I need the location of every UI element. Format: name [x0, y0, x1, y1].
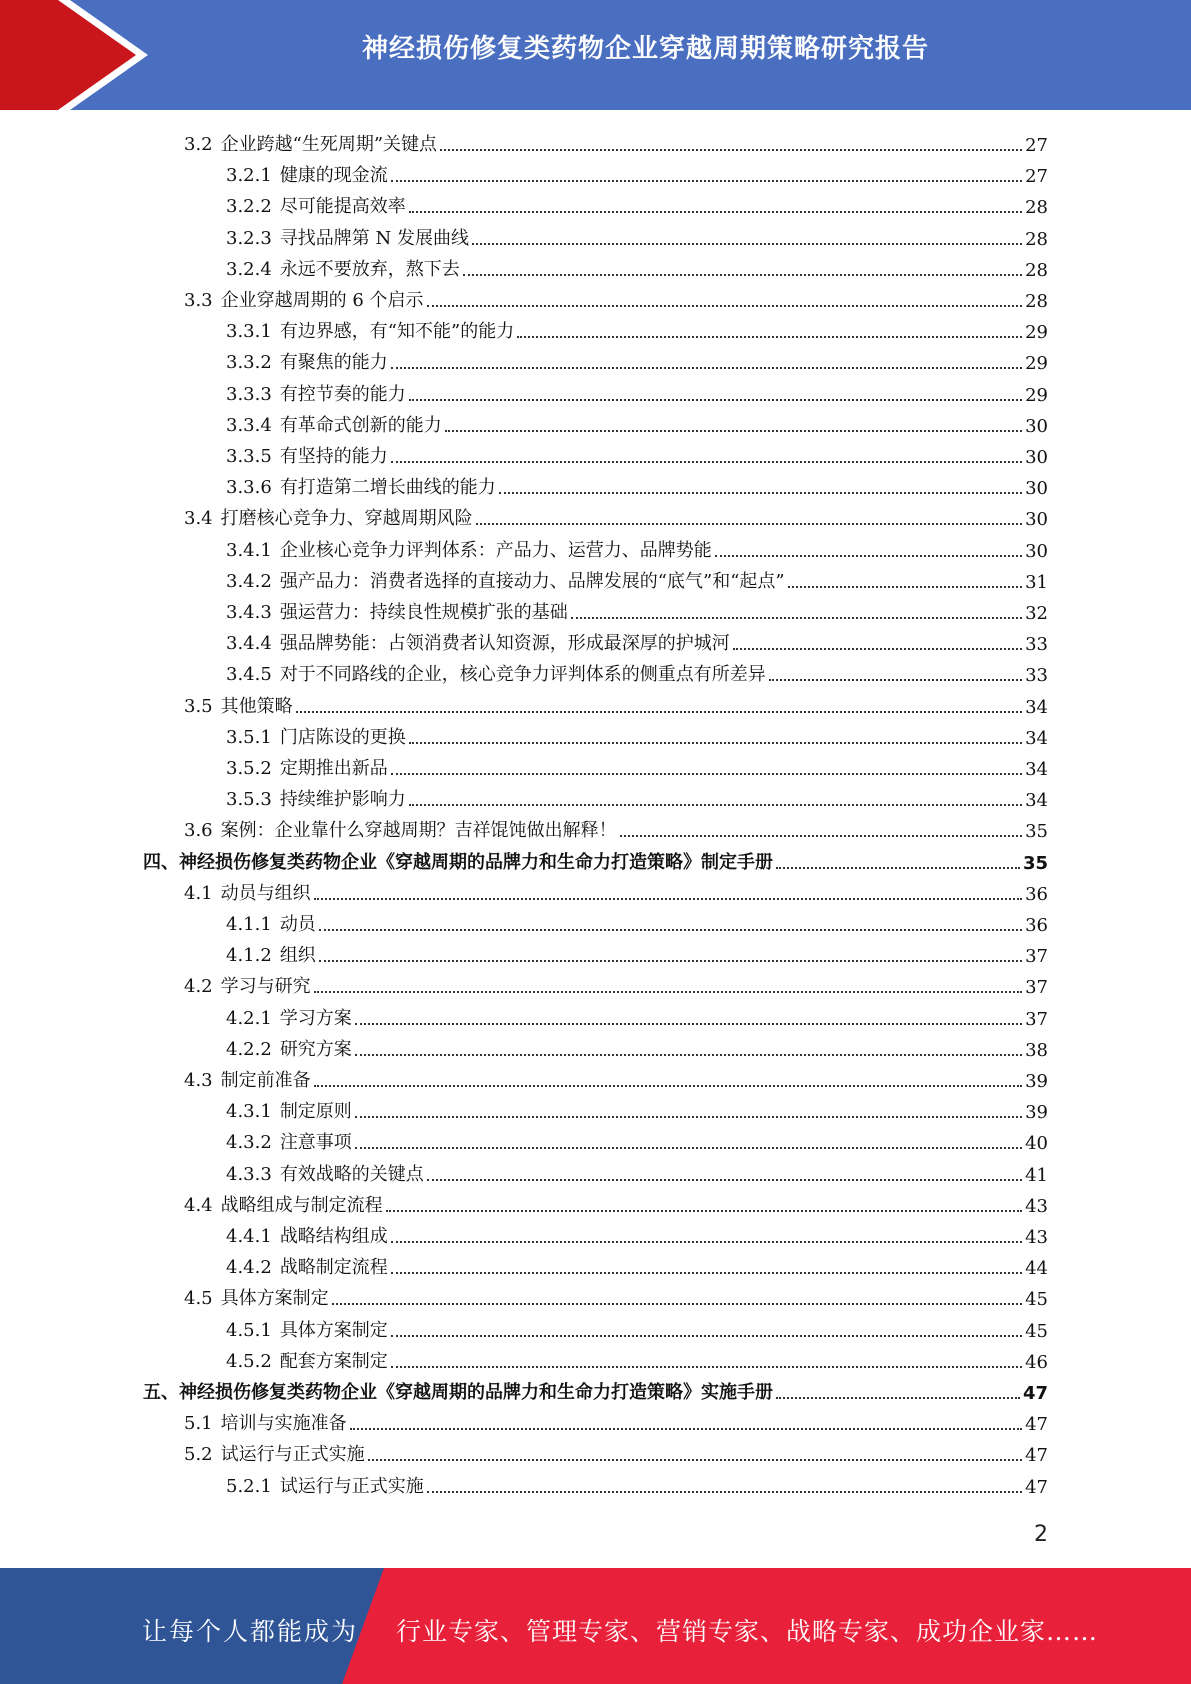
- toc-leader-dots: [427, 305, 1023, 307]
- toc-entry[interactable]: [226, 908, 1048, 936]
- toc-entry[interactable]: [226, 783, 1048, 811]
- toc-entry-number: 3.3: [184, 290, 213, 311]
- toc-entry-title: 其他策略: [220, 695, 293, 717]
- toc-entry-page: 33: [1025, 634, 1048, 656]
- toc-entry[interactable]: [226, 1002, 1048, 1030]
- toc-entry-page: 28: [1025, 228, 1048, 250]
- toc-leader-dots: [355, 1054, 1022, 1056]
- toc-entry[interactable]: [226, 596, 1048, 624]
- toc-entry-page: 40: [1025, 1133, 1048, 1155]
- toc-entry-label: [226, 754, 388, 780]
- toc-entry-page: 36: [1025, 915, 1048, 936]
- toc-entry-page: 27: [1025, 135, 1048, 156]
- toc-entry-title: 战略组成与制定流程: [220, 1194, 383, 1216]
- toc-entry[interactable]: [226, 752, 1048, 780]
- toc-leader-dots: [733, 648, 1022, 650]
- toc-leader-dots: [769, 679, 1022, 681]
- toc-entry-title: 案例：企业靠什么穿越周期？吉祥馄饨做出解释！: [220, 820, 617, 842]
- toc-entry[interactable]: [226, 1251, 1048, 1279]
- toc-entry-title: 永远不要放弃，熬下去: [279, 258, 460, 280]
- toc-entry[interactable]: [226, 1158, 1048, 1186]
- toc-entry-page: 28: [1025, 291, 1048, 312]
- toc-entry-label: [226, 536, 712, 562]
- toc-entry-page: 47: [1025, 1476, 1048, 1498]
- toc-leader-dots: [296, 711, 1022, 713]
- toc-entry-title: 有聚焦的能力: [279, 352, 388, 374]
- toc-entry-page: 47: [1025, 1445, 1048, 1467]
- toc-entry-label: [226, 1222, 388, 1248]
- toc-entry[interactable]: [226, 440, 1048, 468]
- toc-entry-label: [226, 660, 766, 686]
- toc-entry-label: [184, 692, 293, 718]
- toc-entry-number: 3.4.5: [226, 664, 272, 686]
- toc-entry[interactable]: [226, 222, 1048, 250]
- toc-entry-number: 4.4.2: [226, 1257, 272, 1279]
- toc-entry-number: 3.4.1: [226, 539, 272, 561]
- toc-entry-title: 有边界感，有“知不能”的能力: [279, 321, 515, 343]
- toc-entry-title: 神经损伤修复类药物企业《穿越周期的品牌力和生命力打造策略》实施手册: [179, 1382, 773, 1403]
- toc-leader-dots: [715, 555, 1022, 557]
- toc-entry-label: [226, 161, 388, 187]
- toc-entry-label: [226, 1316, 388, 1342]
- toc-leader-dots: [368, 1459, 1022, 1461]
- toc-entry-number: 3.6: [184, 820, 213, 842]
- toc-leader-dots: [620, 835, 1022, 837]
- toc-entry-title: 有效战略的关键点: [279, 1163, 424, 1185]
- toc-entry-page: 29: [1025, 384, 1048, 406]
- toc-entry-number: 3.4.2: [226, 570, 272, 592]
- toc-leader-dots: [386, 1210, 1022, 1212]
- toc-entry-label: [226, 380, 406, 406]
- toc-entry-title: 战略结构组成: [279, 1226, 388, 1247]
- toc-entry-number: 5.2.1: [226, 1475, 272, 1497]
- toc-entry-number: 3.5: [184, 695, 213, 717]
- toc-entry[interactable]: [226, 939, 1048, 967]
- toc-entry-label: [226, 910, 316, 936]
- toc-entry-title: 强品牌势能：占领消费者认知资源，形成最深厚的护城河: [279, 633, 730, 655]
- toc-entry[interactable]: [226, 1314, 1048, 1342]
- toc-entry-number: 4.3.3: [226, 1163, 272, 1185]
- toc-entry[interactable]: [226, 565, 1048, 593]
- toc-entry-page: 37: [1025, 1008, 1048, 1030]
- toc-entry-page: 29: [1025, 353, 1048, 375]
- toc-entry-number: 4.2.1: [226, 1007, 272, 1029]
- page-header: [0, 0, 1191, 110]
- toc-entry-label: [184, 1191, 383, 1217]
- toc-entry-title: 持续维护影响力: [279, 789, 406, 811]
- toc-entry-number: 3.2.4: [226, 258, 272, 280]
- toc-leader-dots: [440, 149, 1022, 151]
- toc-entry-title: 对于不同路线的企业，核心竞争力评判体系的侧重点有所差异: [279, 664, 766, 686]
- toc-entry[interactable]: [226, 1220, 1048, 1248]
- toc-entry[interactable]: [184, 1189, 1048, 1217]
- toc-leader-dots: [319, 929, 1022, 931]
- toc-entry-number: 3.3.3: [226, 383, 272, 405]
- toc-entry-number: 4.2: [184, 976, 213, 998]
- toc-entry-page: 46: [1025, 1351, 1048, 1373]
- toc-leader-dots: [314, 1085, 1022, 1087]
- toc-entry-number: 3.4.3: [226, 602, 272, 623]
- toc-entry[interactable]: [184, 1438, 1048, 1466]
- toc-entry-label: [184, 1409, 347, 1435]
- toc-entry[interactable]: [184, 690, 1048, 718]
- toc-entry-number: 3.3.6: [226, 477, 272, 499]
- toc-leader-dots: [391, 180, 1022, 182]
- toc-entry-page: 37: [1025, 946, 1048, 968]
- toc-leader-dots: [391, 1366, 1022, 1368]
- toc-entry[interactable]: [143, 846, 1048, 874]
- toc-entry-label: [226, 224, 469, 250]
- toc-entry-label: [226, 473, 496, 499]
- toc-entry-page: 34: [1025, 759, 1048, 780]
- toc-entry-title: 培训与实施准备: [220, 1413, 347, 1435]
- toc-leader-dots: [409, 742, 1022, 744]
- toc-entry[interactable]: [184, 970, 1048, 998]
- toc-entry-number: 5.2: [184, 1444, 213, 1466]
- toc-leader-dots: [355, 1147, 1022, 1149]
- toc-entry[interactable]: [226, 1095, 1048, 1123]
- toc-leader-dots: [472, 243, 1022, 245]
- toc-entry-label: [226, 785, 406, 811]
- toc-entry-label: [226, 941, 316, 967]
- toc-entry-number: 3.4.4: [226, 633, 272, 655]
- toc-entry-label: [184, 972, 311, 998]
- toc-entry[interactable]: [226, 627, 1048, 655]
- toc-entry-label: [226, 442, 388, 468]
- toc-entry-label: [184, 130, 437, 156]
- toc-entry[interactable]: [184, 877, 1048, 905]
- toc-entry-title: 有革命式创新的能力: [279, 414, 442, 436]
- toc-entry-number: 3.2: [184, 134, 213, 155]
- toc-leader-dots: [517, 336, 1022, 338]
- toc-entry[interactable]: [226, 1126, 1048, 1154]
- page-number: 2: [1034, 1522, 1048, 1547]
- toc-entry-page: 44: [1025, 1258, 1048, 1280]
- toc-entry-number: 4.2.2: [226, 1038, 272, 1060]
- toc-entry-page: 43: [1025, 1227, 1048, 1248]
- toc-entry-number: 3.3.2: [226, 352, 272, 374]
- toc-entry-title: 强运营力：持续良性规模扩张的基础: [279, 602, 568, 623]
- toc-entry-page: 39: [1025, 1071, 1048, 1092]
- toc-entry-page: 28: [1025, 197, 1048, 219]
- toc-entry-label: [226, 255, 460, 281]
- toc-entry-number: 4.1: [184, 882, 213, 904]
- toc-leader-dots: [391, 461, 1022, 463]
- toc-entry-label: [226, 629, 730, 655]
- toc-entry-number: 4.1.2: [226, 945, 272, 967]
- toc-entry[interactable]: [226, 190, 1048, 218]
- toc-entry-number: 4.1.1: [226, 914, 272, 935]
- toc-leader-dots: [776, 867, 1020, 869]
- toc-entry[interactable]: [184, 1282, 1048, 1310]
- toc-entry-page: 37: [1025, 977, 1048, 999]
- toc-entry[interactable]: [184, 284, 1048, 312]
- toc-entry-label: [184, 504, 473, 530]
- toc-entry[interactable]: [226, 534, 1048, 562]
- page-footer: [0, 1568, 1191, 1684]
- toc-entry[interactable]: [226, 253, 1048, 281]
- toc-entry[interactable]: [226, 658, 1048, 686]
- toc-leader-dots: [776, 1397, 1020, 1399]
- toc-entry-title: 战略制定流程: [279, 1257, 388, 1279]
- toc-entry-page: 35: [1025, 821, 1048, 843]
- toc-leader-dots: [409, 211, 1022, 213]
- toc-entry-page: 30: [1025, 478, 1048, 500]
- toc-entry-title: 健康的现金流: [279, 165, 388, 187]
- toc-entry-number: 3.5.1: [226, 726, 272, 748]
- toc-entry[interactable]: [226, 409, 1048, 437]
- toc-leader-dots: [476, 523, 1022, 525]
- toc-leader-dots: [391, 773, 1022, 775]
- toc-entry-page: 47: [1025, 1414, 1048, 1436]
- toc-leader-dots: [319, 960, 1022, 962]
- toc-leader-dots: [463, 274, 1022, 276]
- toc-entry-title: 制定前准备: [220, 1070, 311, 1091]
- toc-entry-title: 神经损伤修复类药物企业《穿越周期的品牌力和生命力打造策略》制定手册: [179, 851, 773, 873]
- toc-entry-title: 有打造第二增长曲线的能力: [279, 477, 496, 499]
- toc-entry-label: [226, 1097, 352, 1123]
- toc-entry-label: [226, 411, 442, 437]
- toc-entry[interactable]: [184, 1407, 1048, 1435]
- toc-entry-page: 43: [1025, 1195, 1048, 1217]
- toc-entry-title: 注意事项: [279, 1132, 352, 1154]
- toc-entry-page: 31: [1025, 571, 1048, 593]
- toc-entry-title: 定期推出新品: [279, 758, 388, 779]
- toc-entry-label: [226, 1253, 388, 1279]
- toc-leader-dots: [314, 898, 1022, 900]
- toc-entry-number: 3.3.5: [226, 446, 272, 467]
- toc-entry-title: 具体方案制定: [279, 1319, 388, 1341]
- toc-entry-label: [226, 1472, 424, 1498]
- toc-entry-page: 41: [1025, 1164, 1048, 1186]
- toc-entry-title: 具体方案制定: [220, 1288, 329, 1310]
- toc-entry-label: [184, 1066, 311, 1092]
- toc-leader-dots: [391, 1335, 1022, 1337]
- toc-leader-dots: [391, 1241, 1022, 1243]
- toc-leader-dots: [314, 991, 1022, 993]
- toc-entry-page: 47: [1022, 1383, 1048, 1404]
- toc-entry-label: [226, 1128, 352, 1154]
- toc-entry-title: 学习方案: [279, 1007, 352, 1029]
- toc-entry-title: 强产品力：消费者选择的直接动力、品牌发展的“底气”和“起点”: [279, 570, 785, 592]
- toc-entry-title: 企业核心竞争力评判体系：产品力、运营力、品牌势能: [279, 539, 712, 561]
- toc-entry-number: 4.3: [184, 1070, 213, 1091]
- toc-entry[interactable]: [226, 315, 1048, 343]
- toc-entry-number: 3.4: [184, 508, 213, 530]
- toc-entry-label: [184, 879, 311, 905]
- toc-entry-label: [226, 1347, 388, 1373]
- toc-leader-dots: [571, 617, 1022, 619]
- toc-entry-page: 27: [1025, 166, 1048, 188]
- header-title: 神经损伤修复类药物企业穿越周期策略研究报告: [361, 34, 929, 64]
- toc-leader-dots: [391, 1272, 1022, 1274]
- toc-entry-number: 4.3.1: [226, 1101, 272, 1123]
- toc-entry-label: [226, 348, 388, 374]
- toc-leader-dots: [350, 1428, 1022, 1430]
- toc-entry-title: 尽可能提高效率: [279, 196, 406, 218]
- toc-entry-number: 四、: [143, 851, 179, 873]
- toc-entry-label: [226, 1160, 424, 1186]
- toc-entry[interactable]: [184, 814, 1048, 842]
- toc-entry[interactable]: [226, 471, 1048, 499]
- toc-entry-title: 试运行与正式实施: [220, 1444, 365, 1466]
- toc-entry[interactable]: [226, 346, 1048, 374]
- toc-entry[interactable]: [226, 1470, 1048, 1498]
- toc-entry-page: 39: [1025, 1102, 1048, 1124]
- toc-entry-title: 动员: [279, 914, 316, 935]
- toc-entry-title: 有控节奏的能力: [279, 383, 406, 405]
- toc-entry-number: 3.2.3: [226, 227, 272, 249]
- toc-entry-label: [143, 848, 773, 874]
- toc-entry-title: 企业跨越“生死周期”关键点: [220, 134, 438, 155]
- toc-entry[interactable]: [143, 1376, 1048, 1404]
- toc-entry-label: [226, 567, 785, 593]
- toc-leader-dots: [409, 399, 1022, 401]
- toc-entry[interactable]: [226, 1345, 1048, 1373]
- toc-leader-dots: [788, 586, 1022, 588]
- toc-entry-title: 打磨核心竞争力、穿越周期风险: [220, 508, 473, 530]
- toc-entry-page: 36: [1025, 883, 1048, 905]
- toc-entry-number: 五、: [143, 1382, 179, 1403]
- toc-entry[interactable]: [226, 721, 1048, 749]
- toc-entry-number: 4.3.2: [226, 1132, 272, 1154]
- toc-leader-dots: [355, 1023, 1022, 1025]
- toc-entry-number: 5.1: [184, 1413, 213, 1435]
- toc-entry-page: 45: [1025, 1289, 1048, 1311]
- toc-entry-number: 3.5.2: [226, 758, 272, 779]
- toc-entry-page: 28: [1025, 259, 1048, 281]
- toc-entry-page: 30: [1025, 540, 1048, 562]
- toc-entry-number: 3.2.2: [226, 196, 272, 218]
- toc-entry-label: [226, 598, 568, 624]
- toc-entry[interactable]: [184, 502, 1048, 530]
- toc-entry-page: 33: [1025, 665, 1048, 687]
- toc-entry[interactable]: [226, 378, 1048, 406]
- toc-entry-title: 组织: [279, 945, 316, 967]
- toc-entry-title: 有坚持的能力: [279, 446, 388, 467]
- toc-entry-number: 3.2.1: [226, 165, 272, 187]
- toc-leader-dots: [427, 1179, 1022, 1181]
- toc-entry-title: 试运行与正式实施: [279, 1475, 424, 1497]
- toc-entry-label: [226, 192, 406, 218]
- toc-entry-label: [143, 1378, 773, 1404]
- toc-entry-label: [226, 1004, 352, 1030]
- toc-entry-label: [226, 317, 514, 343]
- toc-leader-dots: [445, 430, 1022, 432]
- toc-entry-number: 4.5.1: [226, 1319, 272, 1341]
- toc-entry[interactable]: [226, 1033, 1048, 1061]
- footer-slogan-left: 让每个人都能成为: [142, 1617, 359, 1646]
- toc-leader-dots: [499, 492, 1022, 494]
- toc-entry-title: 企业穿越周期的 6 个启示: [220, 290, 424, 311]
- toc-entry[interactable]: [184, 128, 1048, 156]
- toc-entry-number: 3.5.3: [226, 789, 272, 811]
- toc-entry-label: [184, 1284, 329, 1310]
- toc-entry-page: 45: [1025, 1320, 1048, 1342]
- toc-leader-dots: [355, 1116, 1022, 1118]
- toc-entry-page: 34: [1025, 790, 1048, 812]
- toc-entry-label: [184, 286, 424, 312]
- toc-entry-number: 3.3.1: [226, 321, 272, 343]
- toc-entry-page: 35: [1022, 852, 1048, 874]
- toc-entry-number: 4.4: [184, 1194, 213, 1216]
- toc-entry-page: 30: [1025, 447, 1048, 468]
- toc-entry-page: 38: [1025, 1039, 1048, 1061]
- toc-entry-page: 32: [1025, 603, 1048, 624]
- toc-entry-number: 4.5.2: [226, 1350, 272, 1372]
- toc-entry-page: 34: [1025, 696, 1048, 718]
- toc-entry-page: 30: [1025, 415, 1048, 437]
- toc-leader-dots: [332, 1303, 1022, 1305]
- toc-entry-page: 29: [1025, 322, 1048, 344]
- toc-entry-title: 动员与组织: [220, 882, 311, 904]
- toc-entry-number: 4.4.1: [226, 1226, 272, 1247]
- toc-leader-dots: [409, 804, 1022, 806]
- toc-entry-label: [184, 1440, 365, 1466]
- toc-entry-title: 学习与研究: [220, 976, 311, 998]
- toc-entry[interactable]: [184, 1064, 1048, 1092]
- toc-entry-page: 30: [1025, 509, 1048, 531]
- toc-entry-title: 研究方案: [279, 1038, 352, 1060]
- toc-entry-page: 34: [1025, 727, 1048, 749]
- toc-entry-title: 寻找品牌第 N 发展曲线: [279, 227, 470, 249]
- toc-leader-dots: [391, 367, 1022, 369]
- toc-entry-label: [226, 1035, 352, 1061]
- footer-slogan-right: 行业专家、管理专家、营销专家、战略专家、成功企业家……: [396, 1617, 1099, 1646]
- toc-entry-title: 配套方案制定: [279, 1350, 388, 1372]
- toc-entry-title: 制定原则: [279, 1101, 352, 1123]
- toc-entry-title: 门店陈设的更换: [279, 726, 406, 748]
- toc-entry[interactable]: [226, 159, 1048, 187]
- toc-entry-label: [226, 723, 406, 749]
- toc-entry-number: 4.5: [184, 1288, 213, 1310]
- toc-entry-label: [184, 816, 617, 842]
- toc-entry-number: 3.3.4: [226, 414, 272, 436]
- toc-leader-dots: [427, 1491, 1022, 1493]
